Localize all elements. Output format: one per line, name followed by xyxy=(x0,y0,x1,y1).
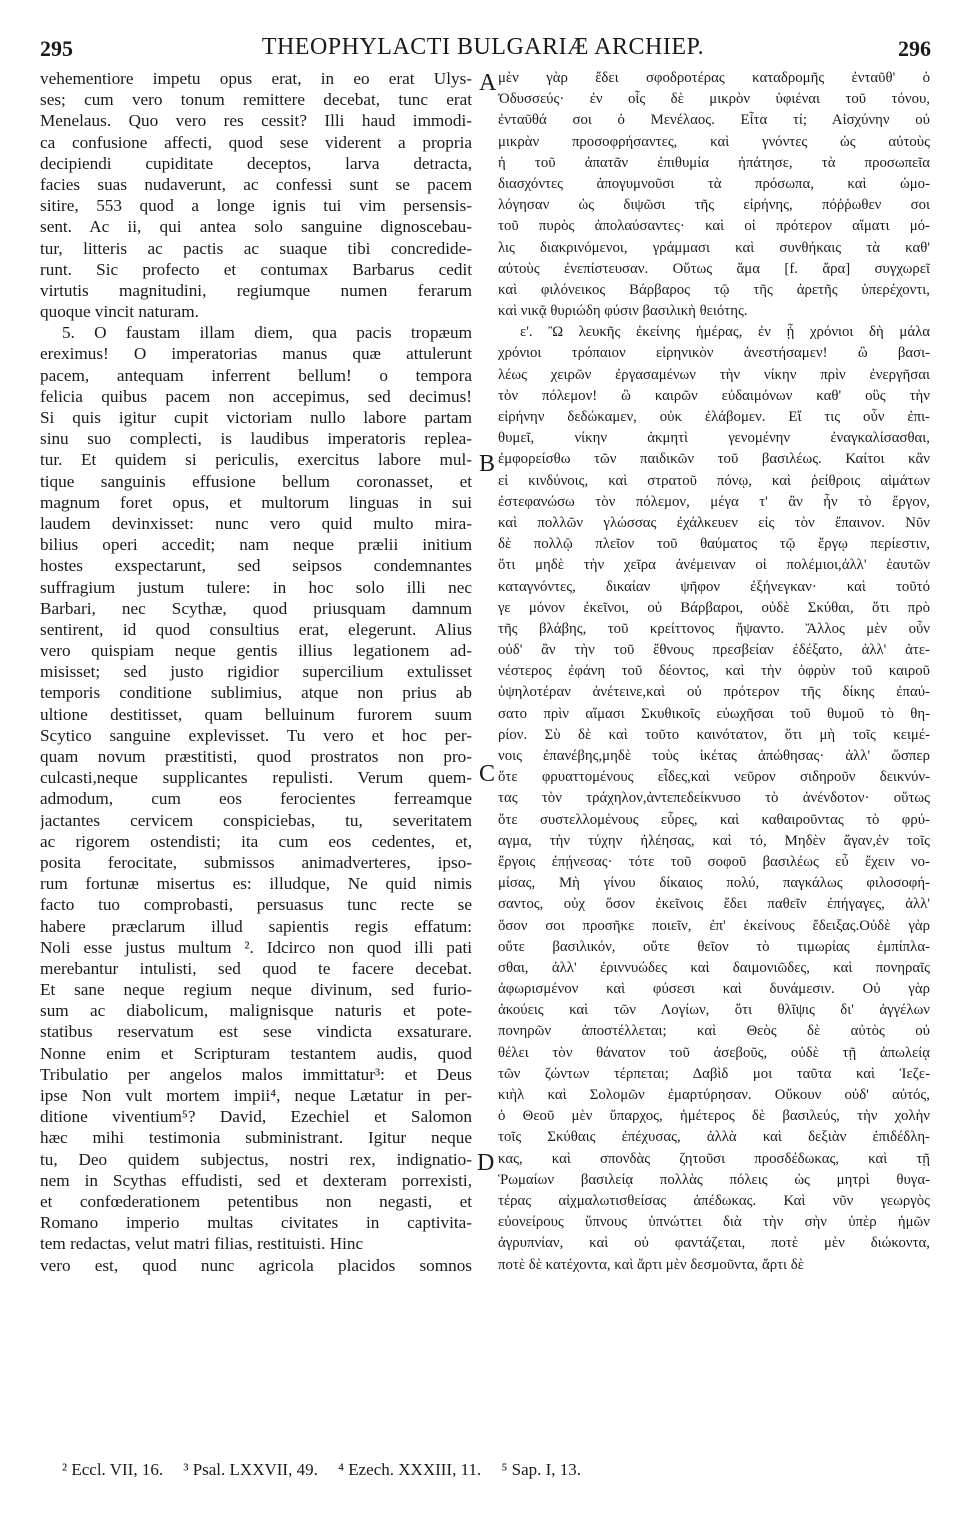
greek-line: δὲ πολλῷ πλεῖον τοῦ θαύματος τῷ ἔργῳ περίεστιν, xyxy=(498,536,930,553)
greek-line: τέρας αἰχμαλωτισθείσας ἀπέδωκας. Καὶ νῦν γεωργὸς xyxy=(498,1192,930,1209)
greek-line: καὶ φιλόνεικος Βάρβαρος τῷ τῆς ἀρετῆς ὑπερέχοντι, xyxy=(498,281,930,298)
latin-line: quam novum præstitisti, quod prostratos non pro- xyxy=(40,747,472,766)
greek-line: ρίον. Σὺ δὲ καὶ τοῦτο καινότατον, ὅτι μὴ τοῖς κειμέ- xyxy=(498,726,930,743)
latin-line: jactantes cervicem conspiciebas, tu, severitatem xyxy=(40,810,472,830)
latin-line: bilius operi accedit; nam neque prælii initium xyxy=(40,535,472,555)
greek-line: σαντος, οὐχ ὅσον ἐκεῖνοις ἔδει παθεῖν ἐπήγαγες, ἀλλ' xyxy=(498,896,930,913)
latin-line: laudem devinxisset: nunc vero quid multo mira- xyxy=(40,513,472,533)
greek-line: τὸν πόλεμον! ὢ καιρῶν εὐδαιμόνων καθ' οὓς τὴν xyxy=(498,387,930,404)
greek-line: διασχόντες ἀπογυμνοῦσι τὰ πρόσωπα, καὶ ὡμο- xyxy=(498,175,930,192)
greek-line: καταγνόντες, δικαίαν ψῆφον ἐξήνεγκαν· καὶ τοῦτό xyxy=(498,578,930,595)
greek-line: αγμα, τὴν τύχην ἠλέησας, καὶ τό, Μηδὲν ἄγαν,ἐν τοῖς xyxy=(498,832,930,849)
greek-line: Ῥωμαίων βασιλείᾳ πολλὰς πόλεις ὡς μητρὶ θυγα- xyxy=(498,1171,930,1188)
margin-marker-a: A xyxy=(479,70,497,96)
latin-line: tur. Et quidem si periculis, exercitus labore mul- xyxy=(40,450,472,470)
greek-column xyxy=(498,68,930,1276)
latin-line: 5. O faustam illam diem, qua pacis tropæum xyxy=(62,323,472,343)
latin-line: decipiendi cupiditate deceptos, larva detracta, xyxy=(40,153,472,173)
latin-line: sitire, 553 quod a longe ignis tui vim persensis- xyxy=(40,196,472,216)
greek-line: νοις ἐπανέβης,μηδὲ τοὺς ἱκέτας ἀπώθησας· ἀλλ' ὥσπερ xyxy=(498,748,930,764)
greek-line: οὔτε βασιλικόν, οὔτε θεῖον τὸ τιμωρίας ἐμπίπλα- xyxy=(498,938,930,955)
footnote: ² Eccl. VII, 16. xyxy=(62,1460,164,1479)
latin-line: ereximus! O imperatorias manus quæ attulerunt xyxy=(40,344,472,364)
greek-line: ἐστεφανώσω τὸν πόλεμον, μέγα τ' ἂν ἦν τὸ ἔργον, xyxy=(498,493,930,510)
greek-line: ἀκούεις καὶ τῶν Λογίων, ὅτι θλῖψις δι' ἀγγέλων xyxy=(498,1002,930,1019)
latin-line: ditione viventium⁵? David, Ezechiel et Salomon xyxy=(40,1107,472,1127)
latin-line: quoque vincit naturam. xyxy=(40,302,199,322)
margin-marker-c: C xyxy=(479,761,496,787)
latin-line: merebantur intulisti, sed quod te facere decebat. xyxy=(40,958,472,978)
latin-line: Noli esse justus multum ². Idcirco non quod illi pati xyxy=(40,937,472,957)
running-title: THEOPHYLACTI BULGARIÆ ARCHIEP. xyxy=(261,34,705,60)
latin-line: ses; cum vero tonum remittere decebat, tunc erat xyxy=(40,90,472,110)
latin-line: statibus reservatum est sese vindicta exsaturare. xyxy=(40,1022,472,1042)
latin-line: posita ferocitate, submissos animadverteres, ipso- xyxy=(40,852,472,872)
greek-line: ὅσον σοι προσῆκε ποιεῖν, ἐπ' ἐκείνους ἔδειξας.Οὐδὲ γὰρ xyxy=(498,917,930,934)
greek-line: τοῦ πυρὸς ἀπολαύσαντες· καὶ οἱ πρότερον αἵματι μό- xyxy=(498,218,930,235)
greek-line: μίσας, Μὴ γίνου δίκαιος πολύ, παγκάλως φιλοσοφή- xyxy=(498,875,930,892)
latin-line: facies suas nudaverunt, ac confessi sunt se pacem xyxy=(40,174,472,194)
greek-line: εὐονείρους ὕπνους ὑπνώττει διὰ τὴν σὴν ὑπὲρ ἡμῶν xyxy=(498,1214,930,1231)
latin-line: hæc mihi testimonia subministrant. Igitur neque xyxy=(40,1128,472,1148)
latin-line: nem in Scythas effudisti, sed et dexteram porrexisti, xyxy=(40,1170,472,1190)
latin-line: habere præclarum illud sapientis regis effatum: xyxy=(40,916,472,936)
greek-line: τοῖς Σκύθαις ἐπέχυσας, ἀλλὰ καὶ δεξιὰν ἐπιδέδλη- xyxy=(498,1129,930,1146)
greek-line: αὐτοὺς ἐνεπίστευσαν. Οὕτως ἅμα [f. ἄρα] συγχωρεῖ xyxy=(498,260,930,277)
greek-line: ἀγρυπνίαν, καὶ οὐ φαντάζεται, ποτὲ μὲν διώκοντα, xyxy=(498,1235,930,1252)
greek-line: ἐμφορείσθω τῶν παιδικῶν τοῦ βασιλέως. Καίτοι κἂν xyxy=(498,451,930,468)
greek-line: ἀφωρισμένον καὶ φύσεσι καὶ δυνάμεσιν. Οὐ γὰρ xyxy=(498,981,930,998)
latin-line: Barbari, nec Scythæ, quod priusquam damnum xyxy=(40,598,472,618)
greek-line: μὲν γὰρ ἔδει σφοδροτέρας καταδρομῆς ἐνταῦθ' ὁ xyxy=(498,70,930,86)
latin-line: Et sane neque regium neque divinum, sed furio- xyxy=(40,980,472,1000)
greek-line: σθαι, ἀλλ' ἐριννυώδες καὶ δαιμονιῶδες, καὶ πονηραῖς xyxy=(498,959,930,976)
latin-line: runt. Sic profecto et contumax Barbarus cedit xyxy=(40,259,472,279)
greek-line: κας, καὶ σπονδὰς ζητοῦσι προσδέδωκας, καὶ τῇ xyxy=(498,1150,930,1167)
greek-line: τας τὸν τράχηλον,ἀντεπεδείκνυσο τὸ ἀνένδοτον· οὕτως xyxy=(498,790,930,807)
latin-line: hostes exspectarunt, sed seipsos condemnantes xyxy=(40,556,472,576)
latin-line: Tribulatio per angelos malos immittatur³: et Deus xyxy=(40,1064,472,1084)
latin-line: sentirent, id quod consultius erat, elegerunt. Alius xyxy=(40,619,472,639)
latin-line: tem redactas, velut matri filias, restituisti. Hinc xyxy=(40,1234,364,1254)
latin-line: vero quispiam neque gentis illius legationem ad- xyxy=(40,641,472,661)
latin-line: tique sanguinis effusione bellum coronasset, et xyxy=(40,471,472,491)
greek-line: καὶ νικᾷ θυριώδη φύσιν βασιλικὴ θειότης. xyxy=(498,303,748,320)
latin-line: vehementiore impetu opus erat, in eo erat Ulys- xyxy=(40,69,472,88)
latin-line: magnum foret opus, et multorum linguas in sui xyxy=(40,492,472,512)
latin-line: Romano imperio multas civitates in captivita- xyxy=(40,1213,472,1233)
greek-line: ἡ τοῦ ἀπατᾶν ἐπιθυμία ἠπάτησε, τὰ προσωπεῖα xyxy=(498,154,930,171)
greek-line: οὐδ' ἂν τὴν τοῦ ἔθνους πρεσβείαν ἐδέξατο, ἀλλ' ἀτε- xyxy=(498,642,930,659)
latin-line: suffragium justum tulere: in hoc solo illi nec xyxy=(40,577,472,597)
latin-line: rum fortunæ misertus es: illudque, Ne quid nimis xyxy=(40,874,472,894)
greek-line: ὁ Θεοῦ μὲν ὕπαρχος, ἡμέτερος δὲ βασιλεύς, τὴν χολὴν xyxy=(498,1108,930,1125)
footnotes xyxy=(62,1460,597,1480)
greek-line: μικρὰν προσοφρήσαντες, καὶ γνόντες ὡς αὐτοὺς xyxy=(498,133,930,150)
greek-line: ὅτε φρυαττομένους εἶδες,καὶ νεῦρον σιδηροῦν δεικνύν- xyxy=(498,769,930,786)
latin-line: Scytico sanguine explevisset. Tu vero et hoc per- xyxy=(40,725,472,745)
greek-line: χρόνιοι τρόπαιον εἰρηνικὸν ἀνεστήσαμεν! ὢ βασι- xyxy=(498,345,930,362)
greek-line: λις διακρινόμενοι, γράμμασι καὶ συνθήκαις τὰ καθ' xyxy=(498,239,930,256)
latin-line: culcasti,neque supplicantes repulisti. Verum quem- xyxy=(40,768,472,788)
margin-marker-d: D xyxy=(477,1150,495,1176)
latin-line: ultione destitisset, quam belluinum furorem suum xyxy=(40,704,472,724)
greek-line: σατο πρὶν αἵμασι Σκυθικοῖς εὐωχῆσαι τοῦ θυμοῦ τὸ θη- xyxy=(498,705,930,722)
page-number-left: 295 xyxy=(40,36,73,61)
greek-line: θέλει τὸν θάνατον τοῦ ἀσεβοῦς, οὐδὲ τῇ ἀπωλείᾳ xyxy=(498,1044,930,1061)
latin-line: tur, litteris ac pactis ac suaque tibi concredide- xyxy=(40,238,472,258)
greek-line: ὅτε συστελλομένους εὗρες, καὶ καθαιροῦντας τὸ φρύ- xyxy=(498,811,930,828)
page-header xyxy=(0,0,966,70)
latin-line: admodum, cum eos ferocientes ferreamque xyxy=(40,789,472,809)
latin-line: temporis conditione sublimius, atque non prius ab xyxy=(40,683,472,703)
greek-line: τῆς βλάβης, τοῦ κρείττονος ἥψαντο. Ἄλλος μὲν οὖν xyxy=(498,620,930,637)
latin-line: ac rigorem ostendisti; ita cum eos cedentes, et, xyxy=(40,831,472,851)
greek-line: ἔργοις ἐπῄνεσας· τότε τοῦ σοφοῦ βασιλέως εὖ ἔχειν νο- xyxy=(498,853,930,870)
latin-line: tu, Deo quidem subjectus, nostri rex, indignatio- xyxy=(40,1149,472,1169)
greek-line: Ὀδυσσεύς· ἐν οἷς δὲ μικρὸν ὑφιέναι τοῦ τόνου, xyxy=(498,91,930,108)
greek-line: ὑψηλοτέραν ἀνέτεινε,καὶ οὐ πρότερον τῆς δίκης ἐπαύ- xyxy=(498,684,930,701)
latin-line: Menelaus. Quo vero res cessit? Illi haud immodi- xyxy=(40,111,472,131)
greek-line: εἰ κινδύνοις, καὶ στρατοῦ πόνῳ, καὶ ῥείθροις αἱμάτων xyxy=(498,472,930,489)
greek-line: ε'. Ὢ λευκῆς ἐκείνης ἡμέρας, ἐν ᾗ χρόνιοι δὴ μάλα xyxy=(520,324,930,341)
greek-line: γε μόνον ἐκεῖνοι, οὐ Βάρβαροι, οὐδὲ Σκύθαι, ὅτι πρὸ xyxy=(498,599,930,616)
greek-line: λόγησαν ὡς διψῶσι τῆς εἰρήνης, πόῤῥωθεν σοι xyxy=(498,197,930,214)
greek-line: εἰρήνην δεδώκαμεν, οὐκ ἐλάβομεν. Εἴ τις οὖν ἐπι- xyxy=(498,409,930,425)
latin-line: Nonne enim et Scripturam testantem audis, quod xyxy=(40,1043,472,1063)
latin-line: ca confusione affecti, quod sese viderent a propria xyxy=(40,132,472,152)
footnote: ³ Psal. LXXVII, 49. xyxy=(183,1460,318,1479)
greek-line: νέστερος ἐφάνη τοῦ δέοντος, καὶ τὴν ὀφρὺν τοῦ καιροῦ xyxy=(498,663,930,680)
latin-line: ipse Non vult mortem impii⁴, neque Lætatur in per- xyxy=(40,1086,472,1105)
page-number-right: 296 xyxy=(898,36,931,61)
latin-line: facto tuo comprobasti, persuasus tunc recte se xyxy=(40,895,472,915)
greek-line: θυμεῖ, νίκην ἀκμητὶ γενομένην ἐναγκαλίσασθαι, xyxy=(498,430,930,447)
footnote: ⁵ Sap. I, 13. xyxy=(501,1460,582,1479)
greek-line: ὅτι μηδὲ τὴν χεῖρα ἀνέμειναν οἱ πολέμιοι,ἀλλ' ἑαυτῶν xyxy=(498,557,930,574)
latin-line: virtutis magnitudini, regiumque numen ferarum xyxy=(40,280,472,300)
latin-line: sent. Ac ii, qui antea solo sanguine dignoscebau- xyxy=(40,217,472,237)
greek-line: λέως χειρῶν ἐργασαμένων τὴν νίκην πρὶν ἐνεργῆσαι xyxy=(498,366,930,383)
latin-column xyxy=(40,68,472,1276)
greek-line: καὶ πολλῶν γλώσσας ἐχάλκευεν εἰς τὸν ἔπαινον. Νῦν xyxy=(498,514,930,531)
latin-line: felicia quibus pacem non accepimus, sed decimus! xyxy=(40,386,472,406)
latin-line: sum ac diabolicum, malignisque naturis et pote- xyxy=(40,1001,472,1021)
greek-line: κιὴλ καὶ Σολομῶν ἐμαρτύρησαν. Οὔκουν οὐδ' αὐτός, xyxy=(498,1087,930,1103)
latin-line: misisset; sed justo rigidior supercilium extulisset xyxy=(40,662,472,682)
latin-line: et confœderationem petentibus non negasti, et xyxy=(40,1191,472,1211)
greek-line: τῶν ζώντων τέρπεται; Δαβὶδ μοι ταῦτα καὶ Ἰεζε- xyxy=(498,1065,930,1082)
latin-line: vero est, quod nunc agricola placidos somnos xyxy=(40,1255,472,1275)
greek-line: πονηρῶν ἀποστέλλεται; καὶ Θεὸς δὲ αὐτὸς οὐ xyxy=(498,1023,930,1040)
latin-line: Si quis igitur cupit victoriam nullo labore partam xyxy=(40,408,472,427)
margin-marker-b: B xyxy=(479,451,496,477)
greek-line: ποτὲ δὲ κατέχοντα, καὶ ἄρτι μὲν δεσμοῦντα, ἄρτι δὲ xyxy=(498,1256,804,1273)
latin-line: sinu suo complecti, is laudibus imperatoris replea- xyxy=(40,429,472,449)
greek-line: ἐνταῦθά σοι ὁ Μενέλαος. Εἶτα τί; Αἰσχύνην οὐ xyxy=(498,112,930,129)
latin-line: pacem, antequam inferrent bellum! o tempora xyxy=(40,365,472,385)
footnote: ⁴ Ezech. XXXIII, 11. xyxy=(338,1460,482,1479)
